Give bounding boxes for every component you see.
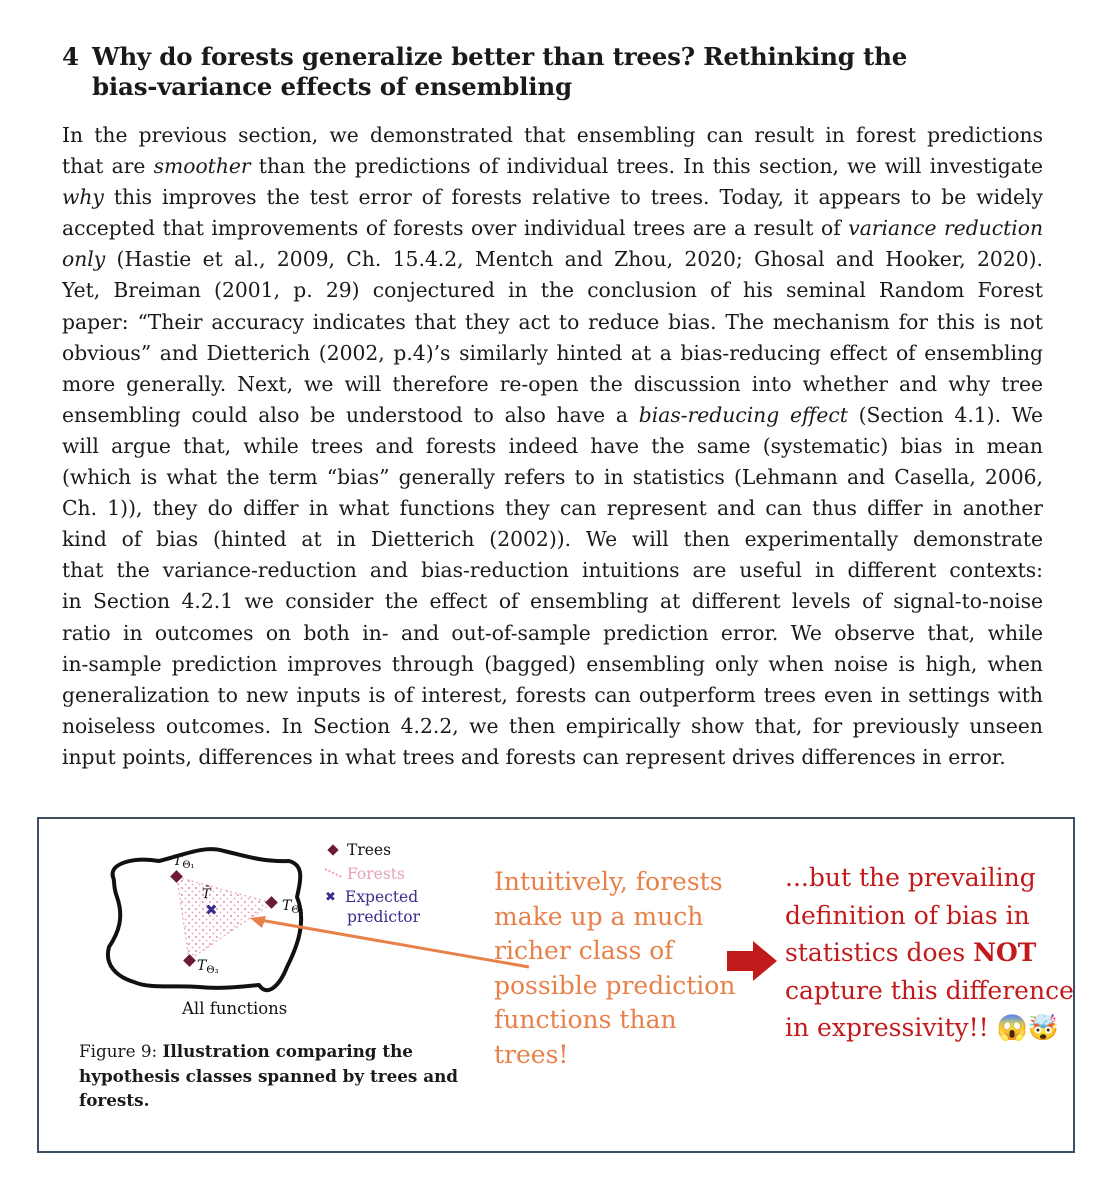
- section-heading: [62, 42, 1062, 102]
- label-t-theta-3: $T_{\Theta_3}$: [197, 958, 219, 976]
- red-arrow-icon: [727, 941, 779, 981]
- paragraph-line: noiseless outcomes. In Section 4.2.2, we then empirically show that, for previously unseen: [62, 713, 1043, 738]
- body-paragraph: [62, 120, 1043, 773]
- all-functions-label: All functions: [182, 999, 288, 1018]
- paragraph-line: paper: “Their accuracy indicates that they act to reduce bias. The mechanism for this is not: [62, 309, 1043, 334]
- paragraph-line: obvious” and Dietterich (2002, p.4)’s similarly hinted at a bias-reducing effect of ensembling: [62, 340, 1043, 365]
- paragraph-line: will argue that, while trees and forests indeed have the same (systematic) bias in mean: [62, 433, 1043, 458]
- emphasis: smoother: [153, 154, 251, 179]
- paragraph-line: Yet, Breiman (2001, p. 29) conjectured in the conclusion of his seminal Random Forest: [62, 278, 1043, 303]
- label-t-bar: T̄: [202, 887, 211, 902]
- paragraph-line: ratio in outcomes on both in- and out-of-sample prediction error. We observe that, while: [62, 620, 1043, 645]
- paragraph-line: why this improves the test error of forests relative to trees. Today, it appears to be widely: [62, 185, 1043, 210]
- emoji-icons: 😱🤯: [996, 1013, 1059, 1042]
- paragraph-line: accepted that improvements of forests over individual trees are a result of variance reduction: [62, 216, 1043, 241]
- caption-prefix: Figure 9:: [79, 1041, 163, 1061]
- paragraph-line: that are smoother than the predictions of individual trees. In this section, we will investigate: [62, 154, 1043, 179]
- paragraph-line: input points, differences in what trees and forests can represent drives differences in error.: [62, 744, 1006, 769]
- paragraph-line: kind of bias (hinted at in Dietterich (2002)). We will then experimentally demonstrate: [62, 527, 1043, 552]
- paragraph-line: (which is what the term “bias” generally refers to in statistics (Lehmann and Casella, 2006,: [62, 465, 1043, 490]
- orange-annotation: Intuitively, forests make up a much richer class of possible prediction functions than trees!: [494, 867, 736, 1069]
- emphasis: why: [62, 185, 104, 210]
- paragraph-line: in-sample prediction improves through (bagged) ensembling only when noise is high, when: [62, 651, 1043, 676]
- tree-marker: [265, 896, 278, 909]
- legend-expected-predictor: Expected predictor: [345, 888, 421, 926]
- figure-caption: [79, 1039, 459, 1113]
- paragraph-line: generalization to new inputs is of interest, forests can outperform trees even in settings with: [62, 682, 1043, 707]
- legend-forests: Forests: [347, 865, 405, 883]
- orange-pointer-arrow: [244, 914, 534, 974]
- red-annotation: ...but the prevailing definition of bias in statistics does NOT capture this difference in expressivity!! 😱🤯: [785, 863, 1074, 1042]
- section-title-line1: Why do forests generalize better than trees? Rethinking the: [92, 42, 908, 71]
- emphasis: bias-reducing effect: [638, 402, 848, 427]
- legend-trees: Trees: [347, 841, 392, 859]
- paragraph-line: Ch. 1)), they do differ in what functions they can represent and can thus differ in another: [62, 496, 1043, 521]
- emphasis: only: [62, 247, 106, 272]
- paragraph-line: In the previous section, we demonstrated that ensembling can result in forest predictions: [62, 123, 1043, 147]
- caption-bold: Illustration comparing the hypothesis classes spanned by trees and forests.: [79, 1041, 459, 1110]
- expected-predictor-marker: ✖: [205, 901, 218, 919]
- emphasis: variance reduction: [848, 216, 1043, 241]
- legend-forest-icon: [325, 869, 342, 877]
- paragraph-line: more generally. Next, we will therefore re-open the discussion into whether and why tree: [62, 371, 1043, 396]
- paragraph-line: in Section 4.2.1 we consider the effect of ensembling at different levels of signal-to-noise: [62, 589, 1043, 614]
- paragraph-line: ensembling could also be understood to also have a bias-reducing effect (Section 4.1). We: [62, 402, 1043, 427]
- label-t-theta-2: $T_{\Theta_2}$: [282, 898, 304, 916]
- section-number: 4: [62, 42, 79, 71]
- label-t-theta-1: $T_{\Theta_1}$: [173, 853, 195, 871]
- paragraph-line: that the variance-reduction and bias-reduction intuitions are useful in different contexts:: [62, 558, 1043, 583]
- paragraph-line: only (Hastie et al., 2009, Ch. 15.4.2, Mentch and Zhou, 2020; Ghosal and Hooker, 2020).: [62, 247, 1043, 272]
- legend-expected-icon: ✖: [325, 890, 336, 905]
- annotation-panel: [37, 817, 1075, 1153]
- section-title-line2: bias-variance effects of ensembling: [92, 72, 572, 101]
- legend-tree-icon: [327, 844, 338, 855]
- red-annotation-emphasis: NOT: [973, 938, 1037, 967]
